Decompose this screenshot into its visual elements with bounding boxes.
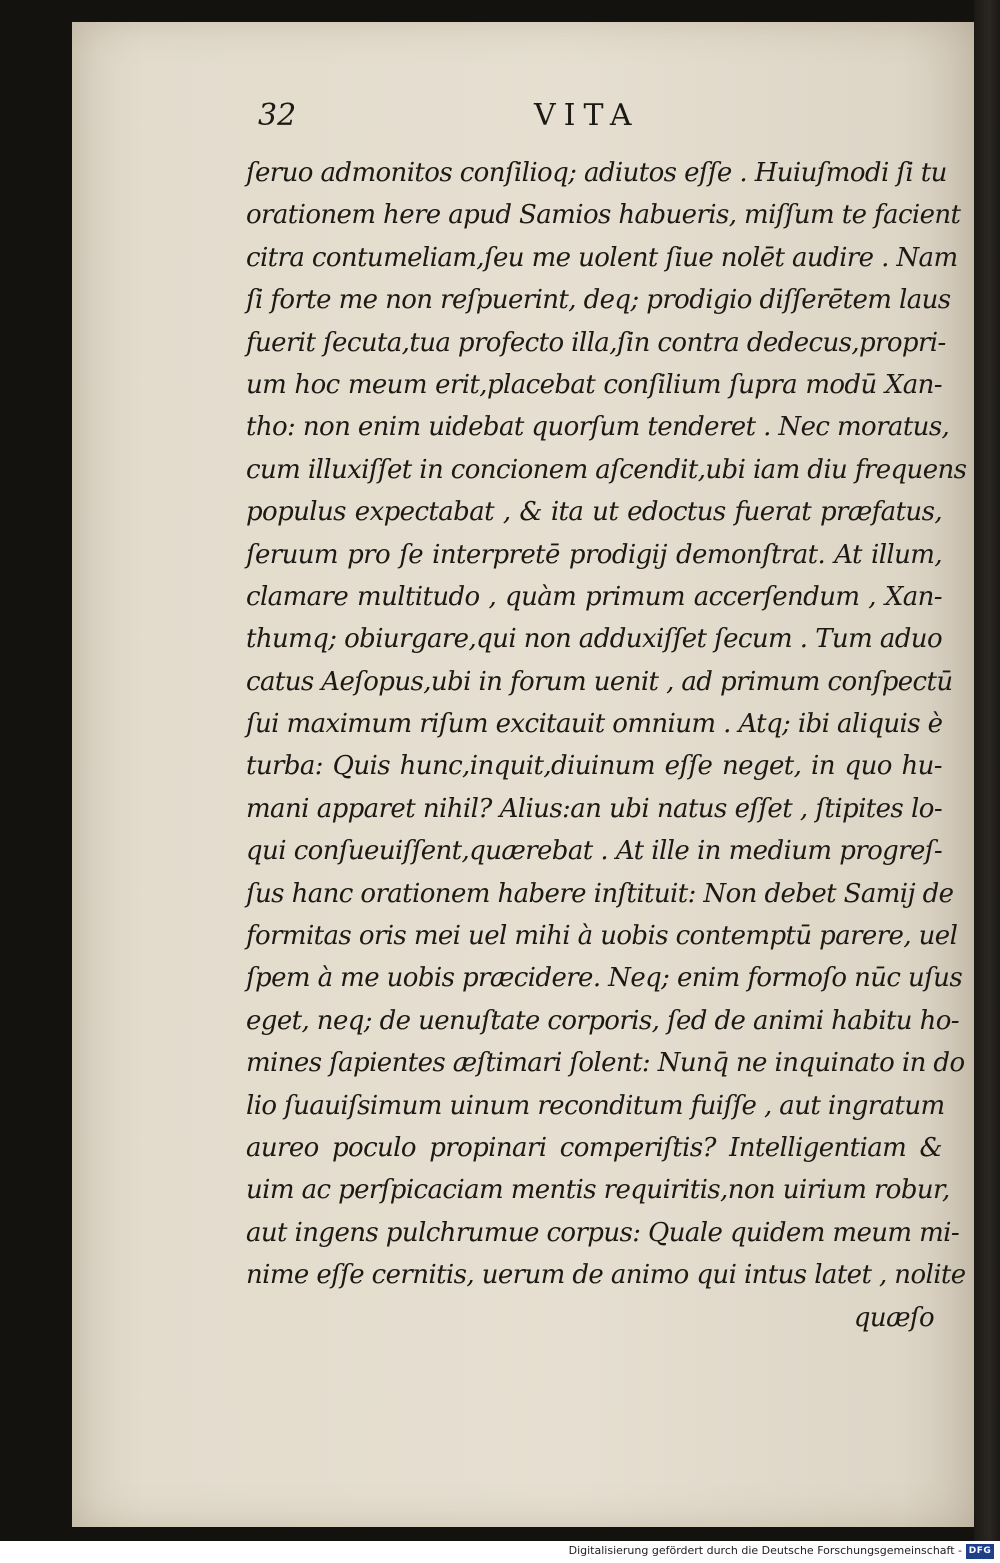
- funding-credit: Digitalisierung gefördert durch die Deutsche Forschungsgemeinschaft -: [568, 1544, 962, 1557]
- text-line: ſeruum pro ſe interpretē prodigij demonſtrat. At illum,: [246, 539, 942, 570]
- text-line: ſus hanc orationem habere inſtituit: Non debet Samij de: [246, 878, 954, 909]
- text-line: clamare multitudo , quàm primum accerſendum , Xan-: [246, 581, 942, 612]
- text-line: ſi forte me non reſpuerint, deq; prodigio diſſerētem laus: [246, 285, 951, 316]
- text-line: ſpem à me uobis præcidere. Neq; enim formoſo nūc uſus: [246, 963, 963, 994]
- text-line: thumq; obiurgare,qui non adduxiſſet ſecum . Tum aduo: [246, 624, 942, 655]
- page-number: 32: [258, 98, 297, 133]
- text-line: ſeruo admonitos conſilioq; adiutos eſſe . Huiuſmodi ſi tu: [246, 158, 947, 188]
- footer-bar: [0, 1541, 1000, 1563]
- text-line: orationem here apud Samios habueris, miſſum te facient: [246, 200, 961, 231]
- body-text: [246, 152, 967, 1339]
- book-edge: [974, 0, 1000, 1541]
- text-line: catus Aeſopus,ubi in forum uenit , ad primum conſpectū: [246, 666, 953, 697]
- text-line: citra contumeliam,ſeu me uolent ſiue nolēt audire . Nam: [246, 242, 958, 273]
- text-line: mani apparet nihil? Alius:an ubi natus eſſet , ſtipites lo-: [246, 793, 942, 824]
- text-line: populus expectabat , & ita ut edoctus fuerat præfatus,: [246, 497, 942, 528]
- text-line: eget, neq; de uenuſtate corporis, ſed de animi habitu ho-: [246, 1005, 959, 1036]
- text-line: aut ingens pulchrumue corpus: Quale quidem meum mi-: [246, 1217, 960, 1248]
- text-line: lio ſuauiſsimum uinum reconditum fuiſſe , aut ingratum: [246, 1090, 945, 1121]
- catchword: quæſo: [853, 1302, 934, 1333]
- text-line: turba: Quis hunc,inquit,diuinum eſſe neget, in quo hu-: [246, 751, 942, 782]
- text-line: cum illuxiſſet in concionem aſcendit,ubi iam diu frequens: [246, 454, 967, 485]
- page-header: [258, 98, 678, 142]
- text-line: um hoc meum erit,placebat conſilium ſupra modū Xan-: [246, 369, 942, 400]
- text-line: formitas oris mei uel mihi à uobis contemptū parere, uel: [246, 921, 958, 952]
- dfg-logo-icon: DFG: [966, 1544, 994, 1559]
- text-line: ſui maximum riſum excitauit omnium . Atq; ibi aliquis è: [246, 709, 943, 740]
- text-line: qui conſueuiſſent,quærebat . At ille in medium progreſ-: [246, 836, 942, 867]
- text-line: tho: non enim uidebat quorſum tenderet . Nec moratus,: [246, 412, 950, 443]
- text-line: fuerit ſecuta,tua profecto illa,ſin contra dedecus,propri-: [246, 327, 946, 358]
- text-line: nime eſſe cernitis, uerum de animo qui intus latet , nolite: [246, 1260, 966, 1291]
- running-head: VITA: [534, 98, 640, 133]
- text-line: uim ac perſpicaciam mentis requiritis,non uirium robur,: [246, 1175, 950, 1206]
- text-line: mines ſapientes æſtimari ſolent: Nunq̄ ne inquinato in do: [246, 1048, 965, 1079]
- text-line: aureo poculo propinari comperiſtis? Intelligentiam &: [246, 1132, 942, 1163]
